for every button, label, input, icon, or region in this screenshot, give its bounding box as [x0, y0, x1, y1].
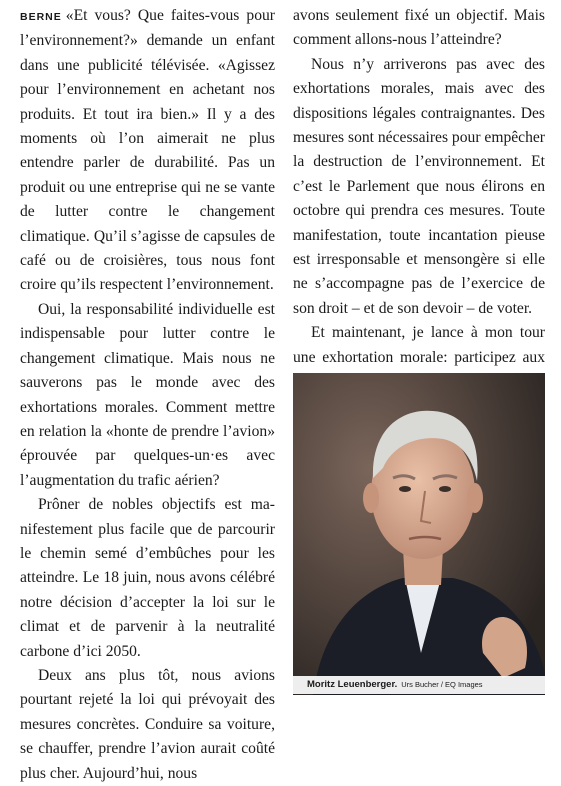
- article-paragraph-4: Deux ans plus tôt, nous avions pourtant rejeté la loi qui prévoyait des mesures concrètes. Conduire sa voiture, se chauffer, prendre l’avion aurait coûté plus cher. Aujourd’hui, nous: [20, 666, 275, 782]
- paragraph-text: Et maintenant, je lance à mon tour une exhortation morale: participez aux: [293, 324, 545, 366]
- article-paragraph-5: avons seulement fixé un objectif. Mais comment allons-nous l’atteindre?: [293, 7, 545, 49]
- dateline: BERNE: [20, 11, 62, 23]
- paragraph-text: «Et vous? Que faites-vous pour l’environnement?» demande un enfant dans une publicité télévisée. «Agissez pour l’environnement en achetant nos produits. Et tout ira bien.» Il y a des moments où l’on aimerait ne plus entendre parler de durabilité. Pas un produit ou une entreprise qui ne se vante de lutter contre le changement climatique. Qu’il s’agisse de capsules de café ou de croisières, tous nous font croire qu’ils respectent l’environnement.: [20, 7, 275, 294]
- article-column-right: [293, 4, 545, 396]
- author-photo: [293, 373, 545, 695]
- article-paragraph-6: Nous n’y arriverons pas avec des exhortations morales, mais avec des dispositions légales contraignantes. Des mesures sont nécessaires pour empêcher la destruction de l’environnement. Et c’est le Parlement que nous élirons en octobre qui prendra ces mesures. Toute manifestation, toute incantation pieuse est irresponsable et mensongère si elle ne s’accompagne pas de l’exercice de son droit – et de son devoir – de voter.: [293, 55, 546, 317]
- article-paragraph-3: Prôner de nobles objectifs est manifestement plus facile que de parcourir le chemin semé d’embûches pour les atteindre. Le 18 juin, nous avons célébré notre décision d’accepter la loi sur le climat et de parvenir à la neutralité carbone d’ici 2050.: [20, 496, 275, 660]
- article-paragraph-2: Oui, la responsabilité individuelle est indispensable pour lutter contre le changement climatique. Mais nous ne sauverons pas le monde avec des exhortations morales. Comment mettre en relation la «honte de prendre l’avion» éprouvée par quelques-un·es avec l’augmentation du trafic aérien?: [20, 300, 275, 489]
- portrait-illustration: [293, 373, 545, 695]
- article-column-left: [20, 4, 275, 786]
- caption-name: Moritz Leuenberger.: [307, 679, 398, 690]
- article-paragraph-1: [20, 4, 275, 298]
- photo-caption: [293, 676, 545, 694]
- caption-credit: Urs Bucher / EQ Images: [401, 680, 483, 689]
